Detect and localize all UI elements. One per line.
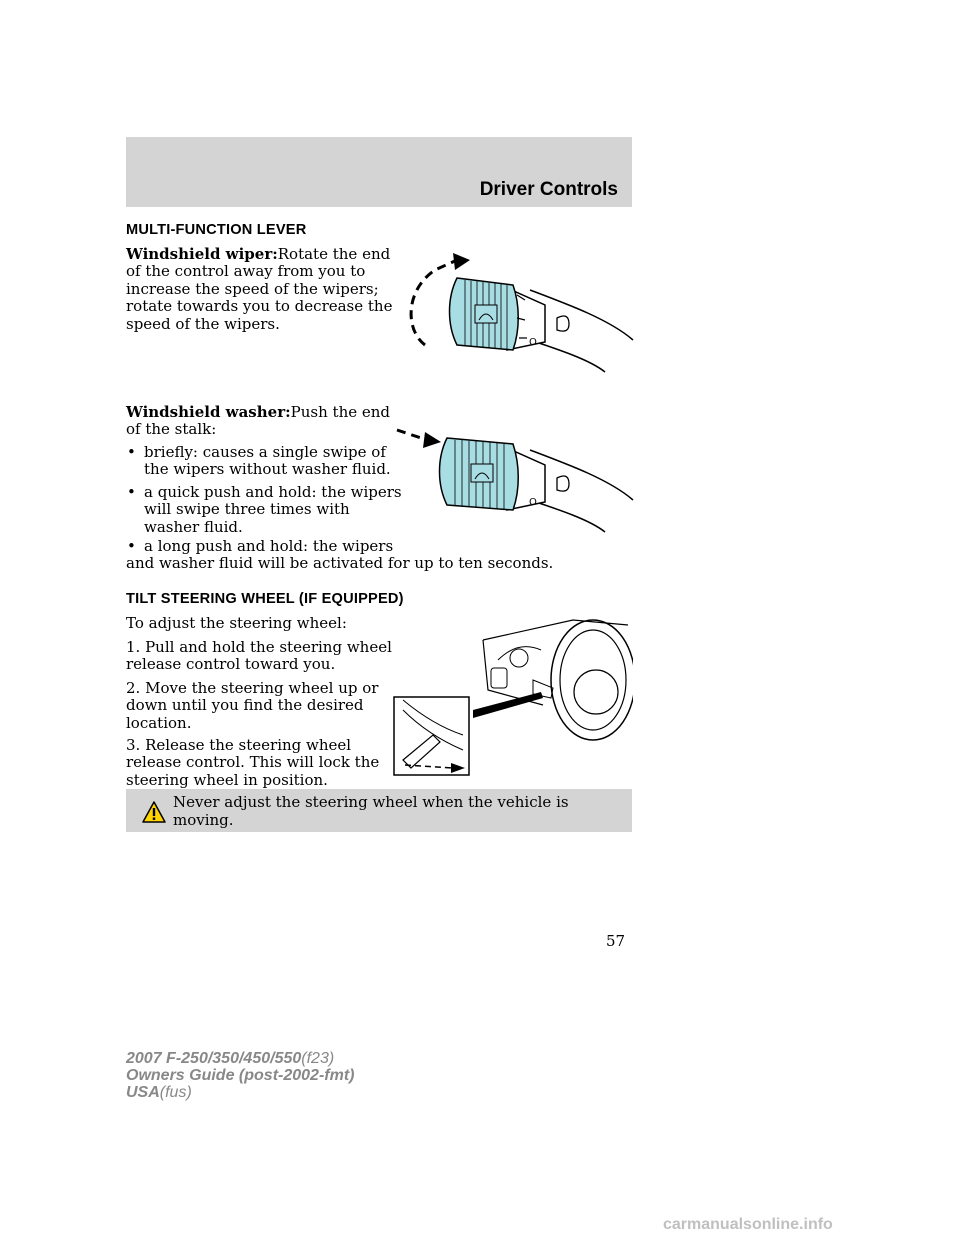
washer-push-illustration xyxy=(395,420,640,535)
step-3-line-3: steering wheel in position. xyxy=(126,770,328,789)
step-2-line-3: location. xyxy=(126,713,192,732)
wiper-line-4: rotate towards you to decrease the xyxy=(126,297,393,316)
watermark: carmanualsonline.info xyxy=(663,1216,833,1233)
washer-line-2: of the stalk: xyxy=(126,420,217,439)
step-3-line-2: release control. This will lock the xyxy=(126,753,380,772)
bullet-item: • a long push and hold: the wipers and washer fluid will be activated for up to ten seconds. xyxy=(126,537,554,573)
page-number: 57 xyxy=(606,932,626,950)
section-title: Driver Controls xyxy=(479,179,618,200)
footer xyxy=(126,1050,354,1101)
tilt-step-3 xyxy=(126,737,379,789)
tilt-step-1 xyxy=(126,639,392,674)
headlamp-icon xyxy=(557,316,569,331)
header-band xyxy=(126,137,632,207)
warning-text: Never adjust the steering wheel when the vehicle is moving. xyxy=(173,793,569,829)
bullet-item: • briefly: causes a single swipe of the wipers without washer fluid. xyxy=(127,443,391,479)
wiper-rotate-illustration xyxy=(395,250,640,375)
tilt-intro: To adjust the steering wheel: xyxy=(126,614,347,632)
wiper-label: Windshield wiper: xyxy=(126,245,278,263)
rotate-arrow-icon xyxy=(453,253,470,270)
push-arrow-icon xyxy=(423,432,441,448)
warning-box xyxy=(126,789,632,832)
svg-text:O: O xyxy=(529,497,537,508)
bullet-1-line-2: the wipers without washer fluid. xyxy=(144,460,391,479)
washer-label: Windshield washer: xyxy=(126,403,291,421)
tilt-step-2 xyxy=(126,680,378,732)
wiper-line-1: Rotate the end xyxy=(277,245,391,263)
svg-text:O: O xyxy=(529,337,537,348)
wiper-line-3: increase the speed of the wipers; xyxy=(126,279,379,298)
wiper-paragraph xyxy=(126,246,392,333)
bullet-item: • a quick push and hold: the wipers will swipe three times with washer fluid. xyxy=(127,483,402,536)
step-3-line-1: 3. Release the steering wheel xyxy=(126,736,352,754)
footer-region-code: (fus) xyxy=(159,1084,192,1101)
heading-multi-function-lever: MULTI-FUNCTION LEVER xyxy=(126,222,307,238)
bullet-2-line-2: will swipe three times with xyxy=(144,500,350,519)
bullet-2-line-3: washer fluid. xyxy=(144,517,243,536)
heading-tilt-steering-wheel: TILT STEERING WHEEL (IF EQUIPPED) xyxy=(126,591,404,607)
washer-paragraph xyxy=(126,404,390,439)
tilt-steering-illustration xyxy=(393,610,633,780)
footer-model-code: (f23) xyxy=(301,1050,335,1067)
step-1-line-1: 1. Pull and hold the steering wheel xyxy=(126,638,392,656)
step-2-line-2: down until you find the desired xyxy=(126,696,364,715)
step-1-line-2: release control toward you. xyxy=(126,655,336,674)
bullet-1-line-1: briefly: causes a single swipe of xyxy=(144,443,386,461)
bullet-2-line-1: a quick push and hold: the wipers xyxy=(144,483,402,501)
footer-guide: Owners Guide (post-2002-fmt) xyxy=(126,1067,355,1084)
footer-model: 2007 F-250/350/450/550 xyxy=(126,1050,302,1067)
wiper-line-5: speed of the wipers. xyxy=(126,314,280,333)
wiper-line-2: of the control away from you to xyxy=(126,262,366,281)
warning-triangle-icon xyxy=(142,801,166,823)
bullet-3-line-1: a long push and hold: the wipers xyxy=(144,537,394,555)
footer-region: USA xyxy=(126,1084,160,1101)
step-2-line-1: 2. Move the steering wheel up or xyxy=(126,679,379,697)
bullet-3-line-2: and washer fluid will be activated for up to ten seconds. xyxy=(126,554,554,573)
washer-line-1: Push the end xyxy=(290,403,391,421)
steering-wheel xyxy=(551,620,633,740)
